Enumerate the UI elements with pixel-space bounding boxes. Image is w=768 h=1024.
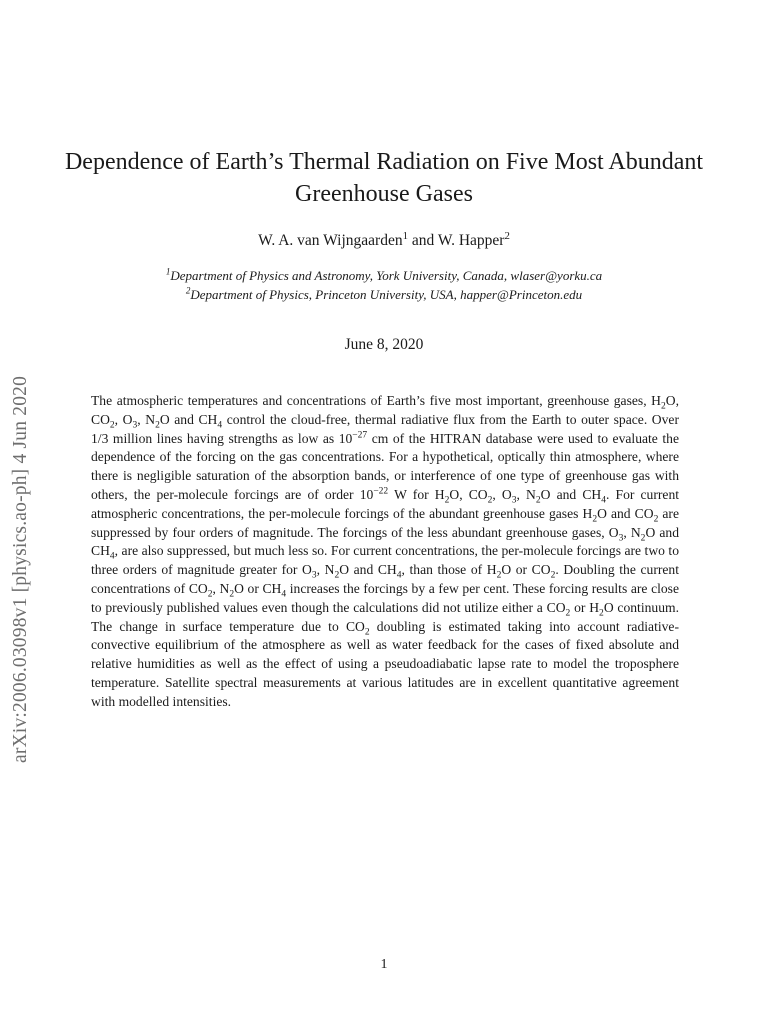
affiliation-mark: 2 bbox=[185, 285, 191, 296]
author-name: W. A. van Wijngaarden bbox=[258, 232, 403, 249]
affiliation-text: Department of Physics, Princeton University, USA, happer@Princeton.edu bbox=[190, 287, 583, 302]
abstract: The atmospheric temperatures and concentrations of Earth’s five most important, greenhouse gases, $H_2O$, $CO_2$, $O_3$, $N_2O$ and $CH_4$ control the cloud-free, thermal radiative flux from the Earth to outer space. Over 1/3 million lines having strengths as low as $10^{-27}$ cm of the HITRAN database were used to evaluate the dependence of the forcing on the gas concentrations. For a hypothetical, optically thin atmosphere, where there is negligible saturation of the absorption bands, or interference of one type of greenhouse gas with others, the per-molecule forcings are of order $10^{-22}$ W for $H_2O$, $CO_2$, $O_3$, $N_2O$ and $CH_4$. For current atmospheric concentrations, the per-molecule forcings of the abundant greenhouse gases $H_2O$ and $CO_2$ are suppressed by four orders of magnitude. The forcings of the less abundant greenhouse gases, $O_3$, $N_2O$ and $CH_4$, are also suppressed, but much less so. For current concentrations, the per-molecule forcings are two to three orders of magnitude greater for $O_3$, $N_2O$ and $CH_4$, than those of $H_2O$ or $CO_2$. Doubling the current concentrations of $CO_2$, $N_2O$ or $CH_4$ increases the forcings by a few per cent. These forcing results are close to previously published values even though the calculations did not utilize either a $CO_2$ or $H_2O$ continuum. The change in surface temperature due to $CO_2$ doubling is estimated taking into account radiative-convective equilibrium of the atmosphere as well as water feedback for the cases of fixed absolute and relative humidities as well as the effect of using a pseudoadiabatic lapse rate to model the troposphere temperature. Satellite spectral measurements at various latitudes are in excellent quantitative agreement with modelled intensities. bbox=[91, 393, 680, 709]
affiliation-2 bbox=[60, 287, 708, 303]
affiliation-mark: 1 bbox=[402, 229, 408, 242]
arxiv-identifier: arXiv:2006.03098v1 [physics.ao-ph] 4 Jun 2020 bbox=[10, 375, 31, 763]
author-line bbox=[60, 229, 708, 250]
author-name: W. Happer bbox=[437, 232, 505, 249]
affiliation-1 bbox=[60, 268, 708, 284]
page-number: 1 bbox=[380, 957, 388, 972]
affiliation-mark: 2 bbox=[504, 229, 510, 242]
paper-title: Dependence of Earth’s Thermal Radiation on Five Most Abundant Greenhouse Gases bbox=[64, 149, 704, 207]
affiliation-mark: 1 bbox=[165, 266, 171, 277]
affiliation-text: Department of Physics and Astronomy, York University, Canada, wlaser@yorku.ca bbox=[170, 268, 603, 283]
author-conjunction: and bbox=[408, 232, 438, 249]
paper-date: June 8, 2020 bbox=[344, 336, 424, 353]
